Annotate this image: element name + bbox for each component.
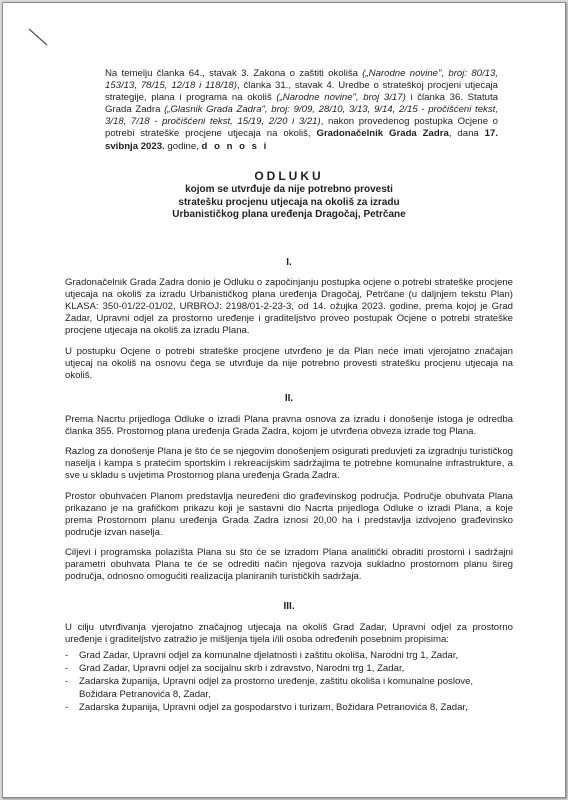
- paragraph: U postupku Ocjene o potrebi strateške procjene utvrđeno je da Plan neće imati vjerojatno značajan utjecaj na okoliš na osnovu čega se utvrđuje da nije potrebno provesti stratešku procjenu utjecaja na okoliš.: [65, 345, 513, 381]
- preamble-text: , dana: [448, 128, 485, 140]
- list-item: - Grad Zadar, Upravni odjel za socijalnu skrb i zdravstvo, Narodni trg 1, Zadar,: [65, 663, 513, 675]
- list-item: - Zadarska županija, Upravni odjel za prostorno uređenje, zaštitu okoliša i komunalne poslove, Božidara Petranovića 8, Zadar,: [65, 676, 513, 700]
- title-line: stratešku procjenu utjecaja na okoliš za izradu: [178, 196, 400, 208]
- title-line: kojom se utvrđuje da nije potrebno provesti: [185, 184, 393, 195]
- title-heading: ODLUKU: [254, 169, 324, 183]
- document-title: [65, 169, 513, 222]
- regulation-reference: („Narodne novine", broj 3/17): [276, 92, 406, 104]
- section-heading: III.: [283, 601, 295, 612]
- statute-reference: („Glasnik Grada Zadra", broj: 9/09, 28/10, 3/13, 9/14, 2/15 - pročišćeni tekst, 3/18, 7/18 - pročišćeni tekst, 15/19, 2/20 i 3/21): [105, 104, 498, 128]
- preamble-text: i članka 36. Statuta Grada Zadra: [105, 92, 499, 116]
- preamble-text: Na temelju članka 64., stavak 3. Zakona o zaštiti okoliša: [105, 68, 363, 79]
- section-heading: II.: [284, 393, 294, 404]
- scan-mark: [27, 27, 53, 29]
- title-line: Urbanističkog plana uređenja Dragočaj, Petrčane: [172, 209, 406, 220]
- preamble-text: , članka 31., stavak 4. Uredbe o strateškoj procjeni utjecaja strategije, plana i programa na okoliš: [105, 80, 499, 104]
- paragraph: Prema Nacrtu prijedloga Odluke o izradi Plana pravna osnova za izradu i donošenje istoga je odredba članka 355. Prostornog plana uređenja Grada Zadra, kojom je utvrđena obveza izrade tog Plana.: [65, 414, 513, 438]
- paragraph: U cilju utvrđivanja vjerojatno značajnog utjecaja na okoliš Grad Zadar, Upravni odjel za prostorno uređenje i graditeljstvo zatražio je mišljenja tijela i/ili osoba određenih posebnim propisima:: [65, 622, 513, 646]
- mayor-name: Gradonačelnik Grada Zadra: [316, 128, 449, 140]
- section-2: [65, 393, 513, 591]
- enacts-word: d o n o s i: [201, 140, 269, 152]
- section-3: [65, 601, 513, 715]
- paragraph: Gradonačelnik Grada Zadra donio je Odluku o započinjanju postupka ocjene o potrebi strateške procjene utjecaja na okoliš za izradu Urbanističkog plana uređenja Dragočaj, Petrčane (u daljnjem tekstu Plan) KLASA: 350-01/22-01/02, URBROJ: 2198/01-2-23-3, od 14. ožujka 2023. godine, prema kojoj je Grad Zadar, Upravni odjel za prostorno uređenje i graditeljstvo proveo postupak Ocjene o potrebi strateške procjene utjecaja na okoliš za izradu Plana.: [65, 277, 513, 337]
- paragraph: Prostor obuhvaćen Planom predstavlja neuređeni dio građevinskog područja. Područje obuhvata Plana prikazano je na grafičkom prikazu koji je sastavni dio Nacrta prijedloga Odluke o izradi Plana, a koje prema Prostornom planu uređenja Grada Zadra iznosi 20,00 ha i predstavlja izdvojeno građevinsko područje izvan naselja.: [65, 490, 513, 538]
- preamble-text: godine,: [164, 140, 202, 152]
- section-heading: I.: [286, 257, 292, 268]
- paragraph: Ciljevi i programska polazišta Plana su što će se izradom Plana analitički obraditi prostorni i sadržajni parametri obuhvata Plana te će se odrediti način njegova razvoja sukladno prostornom planu šireg područja, odnosno omogućiti realizacija planiranih turističkih sadržaja.: [65, 546, 513, 583]
- list-item: - Grad Zadar, Upravni odjel za komunalne djelatnosti i zaštitu okoliša, Narodni trg 1, Zadar,: [65, 650, 513, 662]
- authority-list: [65, 650, 513, 713]
- law-reference: („Narodne novine", broj: 80/13, 153/13, 78/15, 12/18 i 118/18): [105, 68, 498, 92]
- document-page: [2, 2, 566, 798]
- preamble: [105, 68, 498, 153]
- list-item: - Zadarska županija, Upravni odjel za gospodarstvo i turizam, Božidara Petranovića 8, Zadar,: [65, 702, 513, 714]
- preamble-text: , nakon provedenog postupka Ocjene o potrebi strateške procjene utjecaja na okoliš,: [105, 116, 498, 140]
- decision-date: 17. svibnja 2023.: [105, 128, 498, 152]
- section-1: [65, 257, 513, 390]
- paragraph: Razlog za donošenje Plana je što će se njegovim donošenjem osigurati preduvjeti za izgradnju turističkog naselja i kampa s pratećim sportskim i rekreacijskim sadržajima te potrebne komunalne infrastrukture, a sve u skladu s uvjetima Prostornog plana uređenja Grada Zadra.: [65, 446, 513, 482]
